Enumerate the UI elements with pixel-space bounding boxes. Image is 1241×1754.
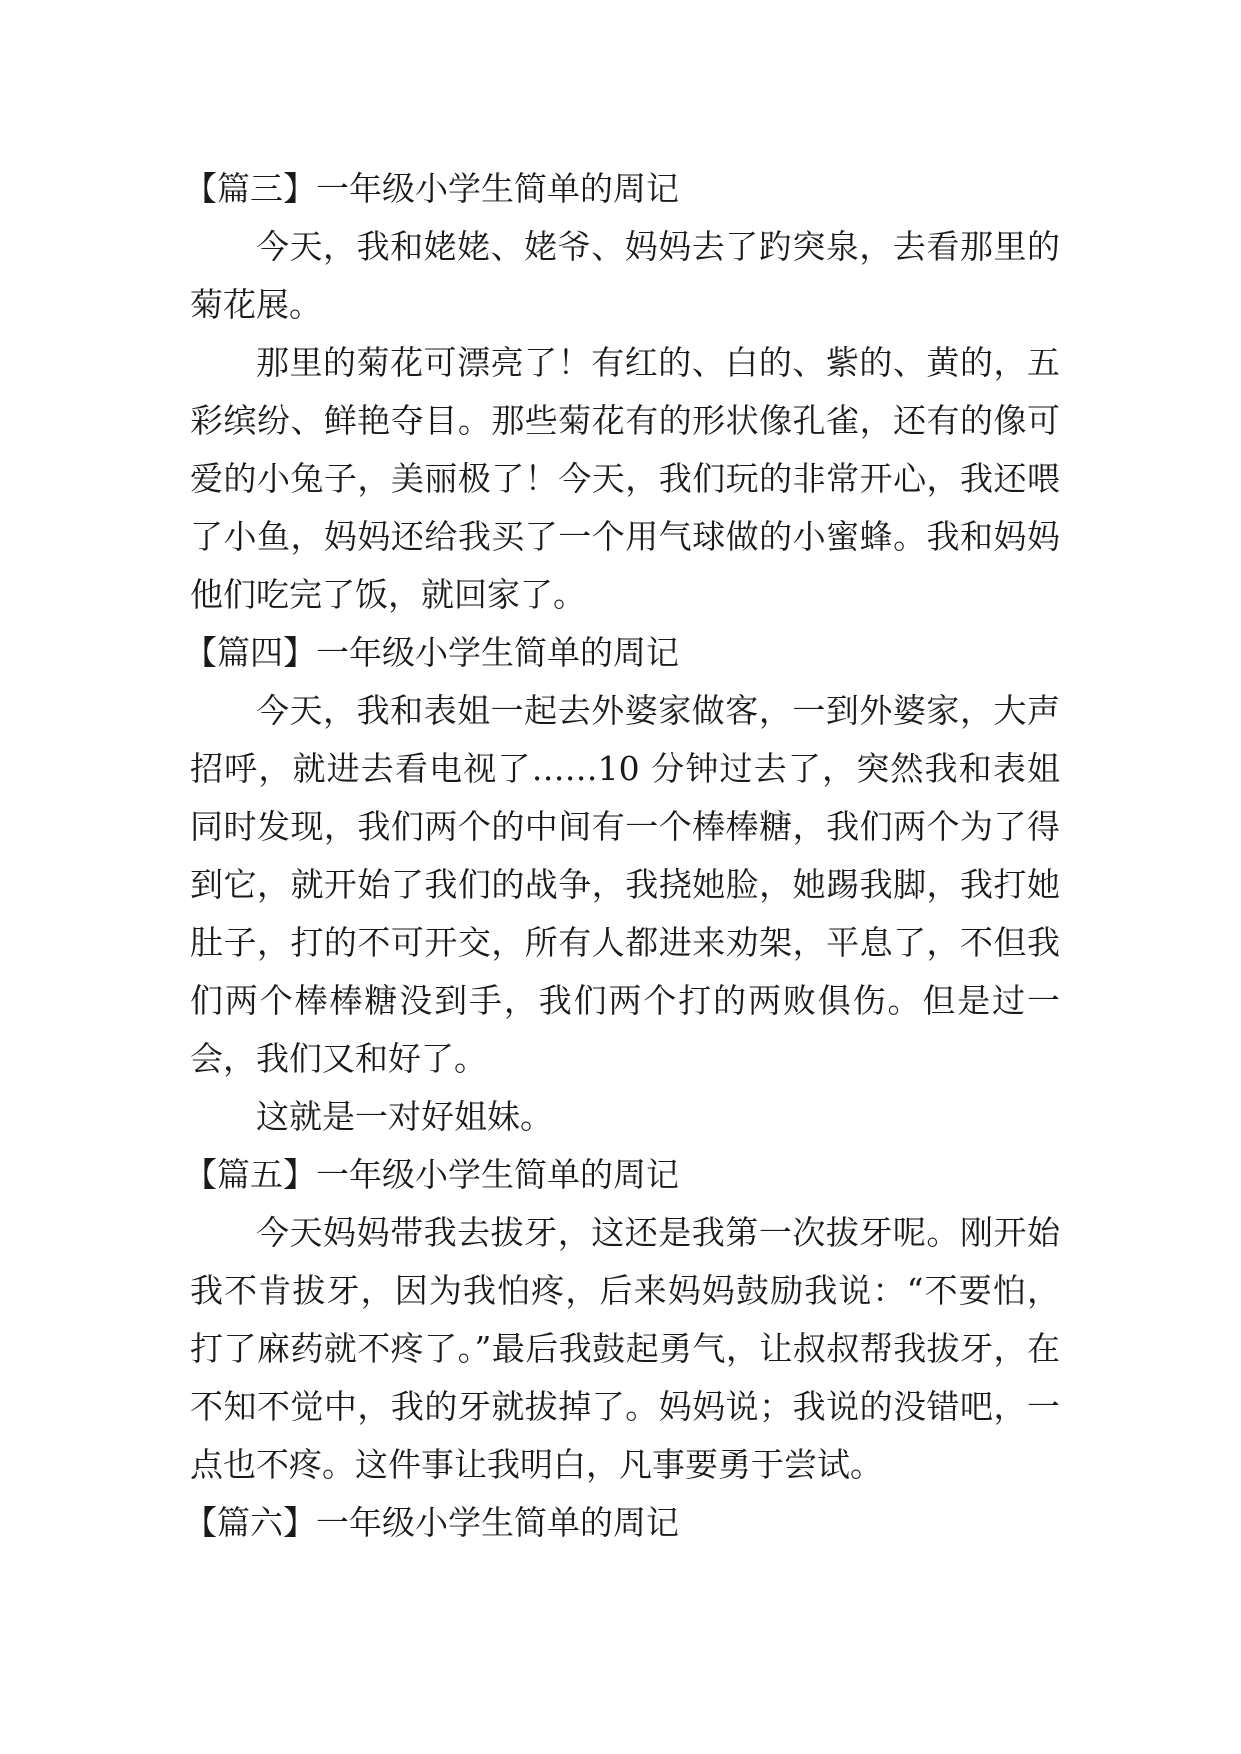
paragraph: 今天妈妈带我去拔牙，这还是我第一次拔牙呢。刚开始我不肯拔牙，因为我怕疼，后来妈妈鼓励我说：“不要怕，打了麻药就不疼了。”最后我鼓起勇气，让叔叔帮我拔牙，在不知不觉中，我的牙就拔掉了。妈妈说；我说的没错吧，一点也不疼。这件事让我明白，凡事要勇于尝试。 <box>190 1213 1060 1484</box>
section-heading: 【篇四】一年级小学生简单的周记 <box>184 633 679 672</box>
paragraph: 这就是一对好姐妹。 <box>256 1097 553 1136</box>
paragraph: 今天，我和姥姥、姥爷、妈妈去了趵突泉，去看那里的菊花展。 <box>190 227 1060 324</box>
section-heading: 【篇五】一年级小学生简单的周记 <box>184 1155 679 1194</box>
section-5 <box>184 1146 1060 1494</box>
paragraph: 那里的菊花可漂亮了！有红的、白的、紫的、黄的，五彩缤纷、鲜艳夺目。那些菊花有的形状像孔雀，还有的像可爱的小兔子，美丽极了！今天，我们玩的非常开心，我还喂了小鱼，妈妈还给我买了一个用气球做的小蜜蜂。我和妈妈他们吃完了饭，就回家了。 <box>190 343 1060 614</box>
paragraph: 今天，我和表姐一起去外婆家做客，一到外婆家，大声招呼，就进去看电视了……10 分钟过去了，突然我和表姐同时发现，我们两个的中间有一个棒棒糖，我们两个为了得到它，就开始了我们的战争，我挠她脸，她踢我脚，我打她肚子，打的不可开交，所有人都进来劝架，平息了，不但我们两个棒棒糖没到手，我们两个打的两败俱伤。但是过一会，我们又和好了。 <box>190 691 1060 1078</box>
section-heading: 【篇三】一年级小学生简单的周记 <box>184 169 679 208</box>
section-3 <box>184 160 1060 624</box>
section-6 <box>184 1494 1060 1552</box>
section-heading: 【篇六】一年级小学生简单的周记 <box>184 1503 679 1542</box>
document-body <box>184 160 1060 1552</box>
section-4 <box>184 624 1060 1146</box>
